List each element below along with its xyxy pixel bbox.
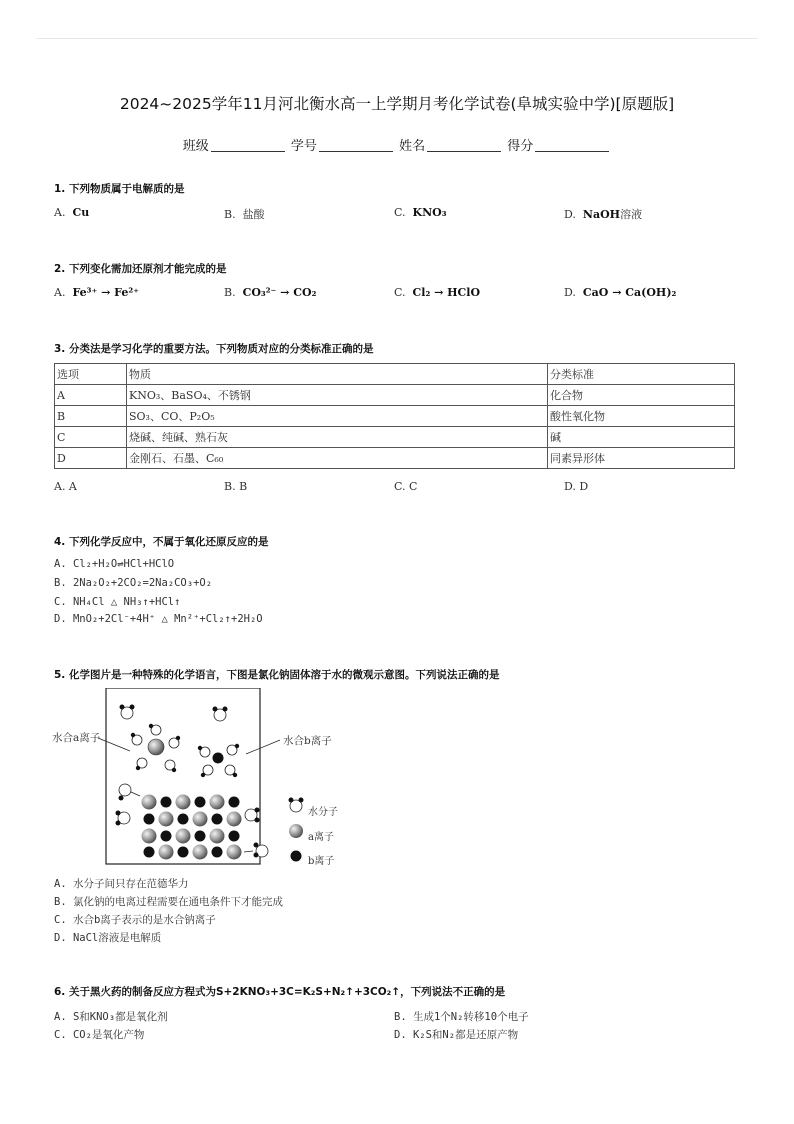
q6-option-c[interactable]: C. CO₂是氧化产物 [54,1029,145,1041]
q2-option-b[interactable]: B. CO₃²⁻ → CO₂ [224,286,317,299]
q1-option-d[interactable]: D. NaOH溶液 [564,208,643,221]
q1-option-d-formula: NaOH [582,208,621,221]
q6-option-d[interactable]: D. K₂S和N₂都是还原产物 [394,1029,519,1041]
label-b-pointer [246,740,280,754]
table-cell: 烧碱、纯碱、熟石灰 [127,427,548,448]
q3-option-b[interactable]: B. B [224,480,248,493]
q2-option-a[interactable]: A. Fe³⁺ → Fe²⁺ [54,286,139,299]
score-blank[interactable] [535,151,609,152]
table-row [55,448,735,469]
question-1-stem: 1. 下列物质属于电解质的是 [54,183,185,195]
table-cell: C [55,427,127,448]
q2-option-c[interactable]: C. Cl₂ → HClO [394,286,481,299]
table-cell: B [55,406,127,427]
nacl-crystal-lattice [142,795,242,860]
q2-option-b-text: CO₃²⁻ → CO₂ [242,286,317,299]
page-title: 2024~2025学年11月河北衡水高一上学期月考化学试卷(阜城实验中学)[原题版] [119,95,675,113]
label-a-pointer [98,738,130,751]
header-divider [36,38,758,39]
name-blank[interactable] [427,151,501,152]
class-label: 班级 [182,139,209,154]
q6-option-a[interactable]: A. S和KNO₃都是氧化剂 [54,1011,168,1023]
question-5-stem: 5. 化学图片是一种特殊的化学语言，下图是氯化钠固体溶于水的微观示意图。下列说法正确的是 [54,669,500,681]
q2-option-d[interactable]: D. CaO → Ca(OH)₂ [564,286,677,299]
class-blank[interactable] [211,151,285,152]
table-cell: 酸性氧化物 [548,406,735,427]
table-cell: KNO₃、BaSO₄、不锈钢 [127,385,548,406]
question-3-stem: 3. 分类法是学习化学的重要方法。下列物质对应的分类标准正确的是 [54,343,374,355]
q4-option-d[interactable]: D. MnO₂+2Cl⁻+4H⁺ △ Mn²⁺+Cl₂↑+2H₂O [54,613,263,625]
q1-option-b[interactable]: B. 盐酸 [224,208,265,221]
student-info-line [0,135,794,154]
q3-option-a[interactable]: A. A [54,480,77,493]
legend-b-ion-label: b离子 [308,856,335,867]
q3-option-d[interactable]: D. D [564,480,589,493]
table-cell: 金刚石、石墨、C₆₀ [127,448,548,469]
hydrated-a-ion [131,724,180,772]
table-row [55,427,735,448]
table-cell: 碱 [548,427,735,448]
hydrated-b-ion [198,744,239,777]
table-header-cell: 选项 [55,364,127,385]
q1-option-c-text: KNO₃ [412,206,447,219]
q2-option-c-text: Cl₂ → HClO [412,286,481,299]
q1-option-b-text: 盐酸 [242,208,265,221]
q4-option-b[interactable]: B. 2Na₂O₂+2CO₂=2Na₂CO₃+O₂ [54,577,213,589]
table-row [55,385,735,406]
q1-option-c[interactable]: C. KNO₃ [394,206,447,219]
hydrated-a-ion-label: 水合a离子 [52,732,101,744]
table-cell: SO₃、CO、P₂O₅ [127,406,548,427]
table-header-cell: 物质 [127,364,548,385]
classification-table [54,363,735,469]
question-4-stem: 4. 下列化学反应中，不属于氧化还原反应的是 [54,536,269,548]
table-cell: D [55,448,127,469]
q5-option-c[interactable]: C. 水合b离子表示的是水合钠离子 [54,914,216,926]
q3-option-c[interactable]: C. C [394,480,418,493]
number-label: 学号 [290,139,317,154]
diagram-legend [289,798,304,862]
q5-option-a[interactable]: A. 水分子间只存在范德华力 [54,878,189,890]
q5-option-d[interactable]: D. NaCl溶液是电解质 [54,932,162,944]
q1-option-a[interactable]: A. Cu [54,206,90,219]
table-cell: 化合物 [548,385,735,406]
table-row [55,406,735,427]
q6-option-b[interactable]: B. 生成1个N₂转移10个电子 [394,1011,529,1023]
q1-option-a-text: Cu [72,206,90,219]
q5-option-b[interactable]: B. 氯化钠的电离过程需要在通电条件下才能完成 [54,896,283,908]
table-cell: A [55,385,127,406]
table-cell: 同素异形体 [548,448,735,469]
question-6-stem: 6. 关于黑火药的制备反应方程式为S+2KNO₃+3C=K₂S+N₂↑+3CO₂↑，下列说法不正确的是 [54,986,506,998]
table-header-cell: 分类标准 [548,364,735,385]
table-header-row [55,364,735,385]
legend-water-label: 水分子 [308,807,338,818]
number-blank[interactable] [319,151,393,152]
q4-option-a[interactable]: A. Cl₂+H₂O⇌HCl+HClO [54,558,175,570]
q1-option-d-text: 溶液 [620,208,643,221]
q2-option-a-text: Fe³⁺ → Fe²⁺ [72,286,139,299]
hydrated-b-ion-label: 水合b离子 [283,735,332,747]
legend-a-ion-label: a离子 [308,832,334,843]
q2-option-d-text: CaO → Ca(OH)₂ [582,286,677,299]
q4-option-c[interactable]: C. NH₄Cl △ NH₃↑+HCl↑ [54,596,181,608]
name-label: 姓名 [399,139,426,154]
score-label: 得分 [507,139,534,154]
question-2-stem: 2. 下列变化需加还原剂才能完成的是 [54,263,227,275]
